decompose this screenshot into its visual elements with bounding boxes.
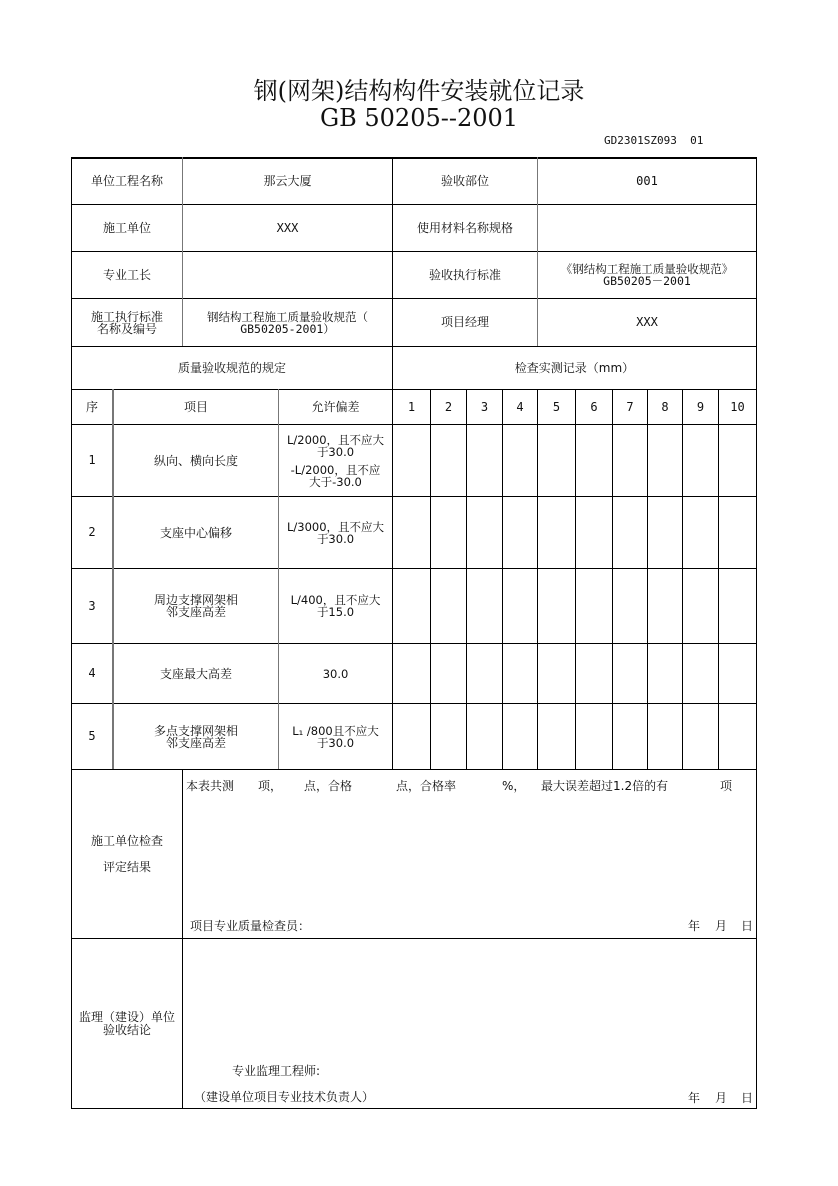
measurement-cell[interactable] (393, 704, 430, 769)
foreman-value[interactable] (183, 252, 392, 298)
measurement-cell[interactable] (648, 704, 682, 769)
row-seq: 4 (88, 666, 96, 680)
row-tolerance-line: L/400，且不应大 (290, 593, 381, 607)
owner-technical-lead-label: （建设单位项目专业技术负责人） (194, 1090, 375, 1104)
row-item-line: 多点支撑网架相 (153, 723, 238, 738)
measurement-cell[interactable] (538, 569, 575, 643)
form-code-suffix: 01 (690, 134, 704, 147)
measurement-cell[interactable] (503, 497, 537, 568)
measurement-cell[interactable] (431, 644, 466, 703)
measurement-cell[interactable] (503, 704, 537, 769)
contractor-day: 日 (741, 919, 754, 933)
measurement-cell[interactable] (683, 497, 718, 568)
measurement-cell[interactable] (467, 644, 502, 703)
exec-standard-value-line2: GB50205-2001） (240, 321, 335, 336)
quality-inspector-label: 项目专业质量检查员： (190, 919, 311, 933)
row-seq: 1 (88, 453, 96, 467)
measurement-cell[interactable] (538, 497, 575, 568)
exec-standard-label (72, 299, 182, 346)
measurement-cell[interactable] (648, 569, 682, 643)
record-section-label: 检查实测记录（mm） (514, 360, 635, 375)
supervisor-label-line1: 监理（建设）单位 (78, 1009, 175, 1024)
form-code-number: GD2301SZ093 (604, 134, 677, 147)
measurement-cell[interactable] (683, 704, 718, 769)
measurement-cell[interactable] (648, 497, 682, 568)
row-item (114, 497, 278, 568)
summary-max-error: 最大误差超过1.2倍的有 (541, 779, 669, 793)
row-seq: 3 (88, 598, 96, 613)
measure-col-header: 10 (730, 399, 745, 414)
col-item-header: 项目 (183, 399, 208, 414)
col-tolerance-header: 允许偏差 (311, 399, 360, 414)
contractor-year: 年 (688, 919, 701, 933)
measurement-cell[interactable] (503, 569, 537, 643)
measure-col-header: 8 (661, 399, 669, 414)
project-name-label: 单位工程名称 (90, 173, 163, 188)
standard-code: GB 50205--2001 (319, 104, 519, 132)
measurement-cell[interactable] (613, 704, 647, 769)
measure-col-header: 6 (590, 399, 598, 414)
measure-col-header: 9 (696, 399, 705, 414)
measurement-cell[interactable] (648, 644, 682, 703)
document-title: 钢(网架)结构构件安装就位记录 (253, 77, 585, 105)
row-item-line: 邻支座高差 (165, 605, 226, 619)
measurement-cell[interactable] (503, 425, 537, 496)
supervisor-label (72, 939, 182, 1108)
measurement-cell[interactable] (538, 644, 575, 703)
measurement-cell[interactable] (683, 425, 718, 496)
row-item-line: 纵向、横向长度 (153, 453, 238, 468)
contractor-check-label-line1: 施工单位检查 (90, 834, 163, 848)
row-tolerance-line: 30.0 (322, 666, 349, 681)
measurement-cell[interactable] (613, 497, 647, 568)
acceptance-standard-line2: GB50205－2001 (603, 274, 691, 288)
supervisor-month: 月 (715, 1091, 728, 1105)
row-tolerance-line: 于30.0 (316, 531, 355, 546)
supervising-engineer-label: 专业监理工程师: (232, 1064, 321, 1078)
measurement-cell[interactable] (683, 569, 718, 643)
measure-col-header: 7 (626, 399, 634, 414)
row-tolerance-line: -L/2000，且不应 (290, 462, 381, 477)
supervisor-year: 年 (688, 1091, 701, 1105)
material-label: 使用材料名称规格 (416, 220, 513, 235)
row-tolerance (279, 425, 392, 496)
measurement-cell[interactable] (613, 644, 647, 703)
measurement-cell[interactable] (719, 569, 756, 643)
measurement-cell[interactable] (467, 704, 502, 769)
exec-standard-label-line1: 施工执行标准 (90, 309, 163, 324)
row-tolerance-line: 大于-30.0 (309, 474, 362, 489)
measurement-cell[interactable] (431, 569, 466, 643)
supervisor-day: 日 (741, 1091, 754, 1105)
measure-col-header: 1 (407, 399, 416, 414)
row-tolerance (279, 644, 392, 703)
row-item-line: 支座最大高差 (159, 666, 232, 681)
exec-standard-value[interactable] (183, 299, 392, 346)
col-seq-header: 序 (85, 399, 98, 414)
spec-section-label: 质量验收规范的规定 (177, 360, 286, 375)
measurement-cell[interactable] (393, 425, 430, 496)
summary-percent: %， (502, 779, 526, 793)
measurement-cell[interactable] (576, 644, 612, 703)
measurement-cell[interactable] (393, 644, 430, 703)
acceptance-standard-line1: 《钢结构工程施工质量验收规范》 (560, 262, 734, 276)
measurement-cell[interactable] (613, 425, 647, 496)
construction-unit-value[interactable]: XXX (276, 220, 299, 235)
summary-total-label: 本表共测 (186, 779, 235, 793)
measurement-cell[interactable] (648, 425, 682, 496)
summary-items-end: 项 (720, 779, 733, 793)
supervisor-label-line2: 验收结论 (102, 1022, 151, 1037)
summary-items-unit: 项， (258, 779, 283, 793)
acceptance-standard-value[interactable] (538, 252, 756, 298)
acceptance-part-value[interactable]: 001 (636, 173, 658, 188)
manager-label: 项目经理 (440, 315, 489, 329)
acceptance-part-label: 验收部位 (440, 173, 489, 188)
row-seq: 2 (88, 525, 96, 539)
row-tolerance-line: L₁ /800且不应大 (292, 723, 379, 738)
measurement-cell[interactable] (431, 425, 466, 496)
measurement-cell[interactable] (683, 644, 718, 703)
row-tolerance (279, 497, 392, 568)
acceptance-standard-label: 验收执行标准 (428, 267, 501, 282)
contractor-check-label-line2: 评定结果 (102, 860, 151, 874)
row-tolerance-line: 于30.0 (316, 444, 355, 459)
row-seq: 5 (88, 729, 96, 743)
measurement-cell[interactable] (431, 704, 466, 769)
measurement-cell[interactable] (576, 425, 612, 496)
foreman-label: 专业工长 (102, 267, 151, 282)
row-item (114, 425, 278, 496)
row-item (114, 644, 278, 703)
measurement-cell[interactable] (431, 497, 466, 568)
project-name-value[interactable]: 那云大厦 (263, 173, 312, 188)
measure-col-header: 5 (552, 399, 561, 414)
measurement-cell[interactable] (719, 704, 756, 769)
manager-value[interactable]: XXX (636, 315, 658, 329)
exec-standard-label-line2: 名称及编号 (96, 321, 157, 336)
summary-pass-rate: 点，合格率 (396, 779, 457, 793)
material-value[interactable] (538, 205, 756, 251)
row-item (114, 704, 278, 769)
row-item-line: 邻支座高差 (165, 735, 226, 750)
row-tolerance (279, 569, 392, 643)
measurement-cell[interactable] (719, 644, 756, 703)
row-tolerance (279, 704, 392, 769)
row-item-line: 支座中心偏移 (159, 525, 232, 540)
measurement-cell[interactable] (393, 497, 430, 568)
summary-points-pass: 点，合格 (304, 779, 353, 793)
measurement-cell[interactable] (393, 569, 430, 643)
measurement-cell[interactable] (576, 569, 612, 643)
contractor-check-label (72, 770, 182, 938)
form-code (604, 134, 703, 147)
measure-col-header: 3 (480, 399, 489, 414)
measurement-cell[interactable] (719, 497, 756, 568)
measurement-cell[interactable] (467, 425, 502, 496)
row-tolerance-line: 于30.0 (316, 735, 355, 750)
measurement-cell[interactable] (719, 425, 756, 496)
measurement-cell[interactable] (576, 497, 612, 568)
measurement-cell[interactable] (538, 425, 575, 496)
exec-standard-value-line1: 钢结构工程施工质量验收规范（ (207, 309, 368, 324)
measurement-cell[interactable] (503, 644, 537, 703)
contractor-month: 月 (715, 919, 728, 933)
row-tolerance-line: L/3000，且不应大 (286, 519, 385, 534)
construction-unit-label: 施工单位 (102, 220, 151, 235)
row-tolerance-line: L/2000，且不应大 (286, 432, 385, 447)
measurement-cell[interactable] (467, 569, 502, 643)
measure-col-header: 2 (444, 399, 453, 414)
measurement-cell[interactable] (467, 497, 502, 568)
measurement-cell[interactable] (576, 704, 612, 769)
measure-col-header: 4 (516, 399, 524, 414)
row-item-line: 周边支撑网架相 (153, 593, 238, 607)
measurement-cell[interactable] (538, 704, 575, 769)
row-item (114, 569, 278, 643)
measurement-cell[interactable] (613, 569, 647, 643)
row-tolerance-line: 于15.0 (316, 605, 355, 619)
